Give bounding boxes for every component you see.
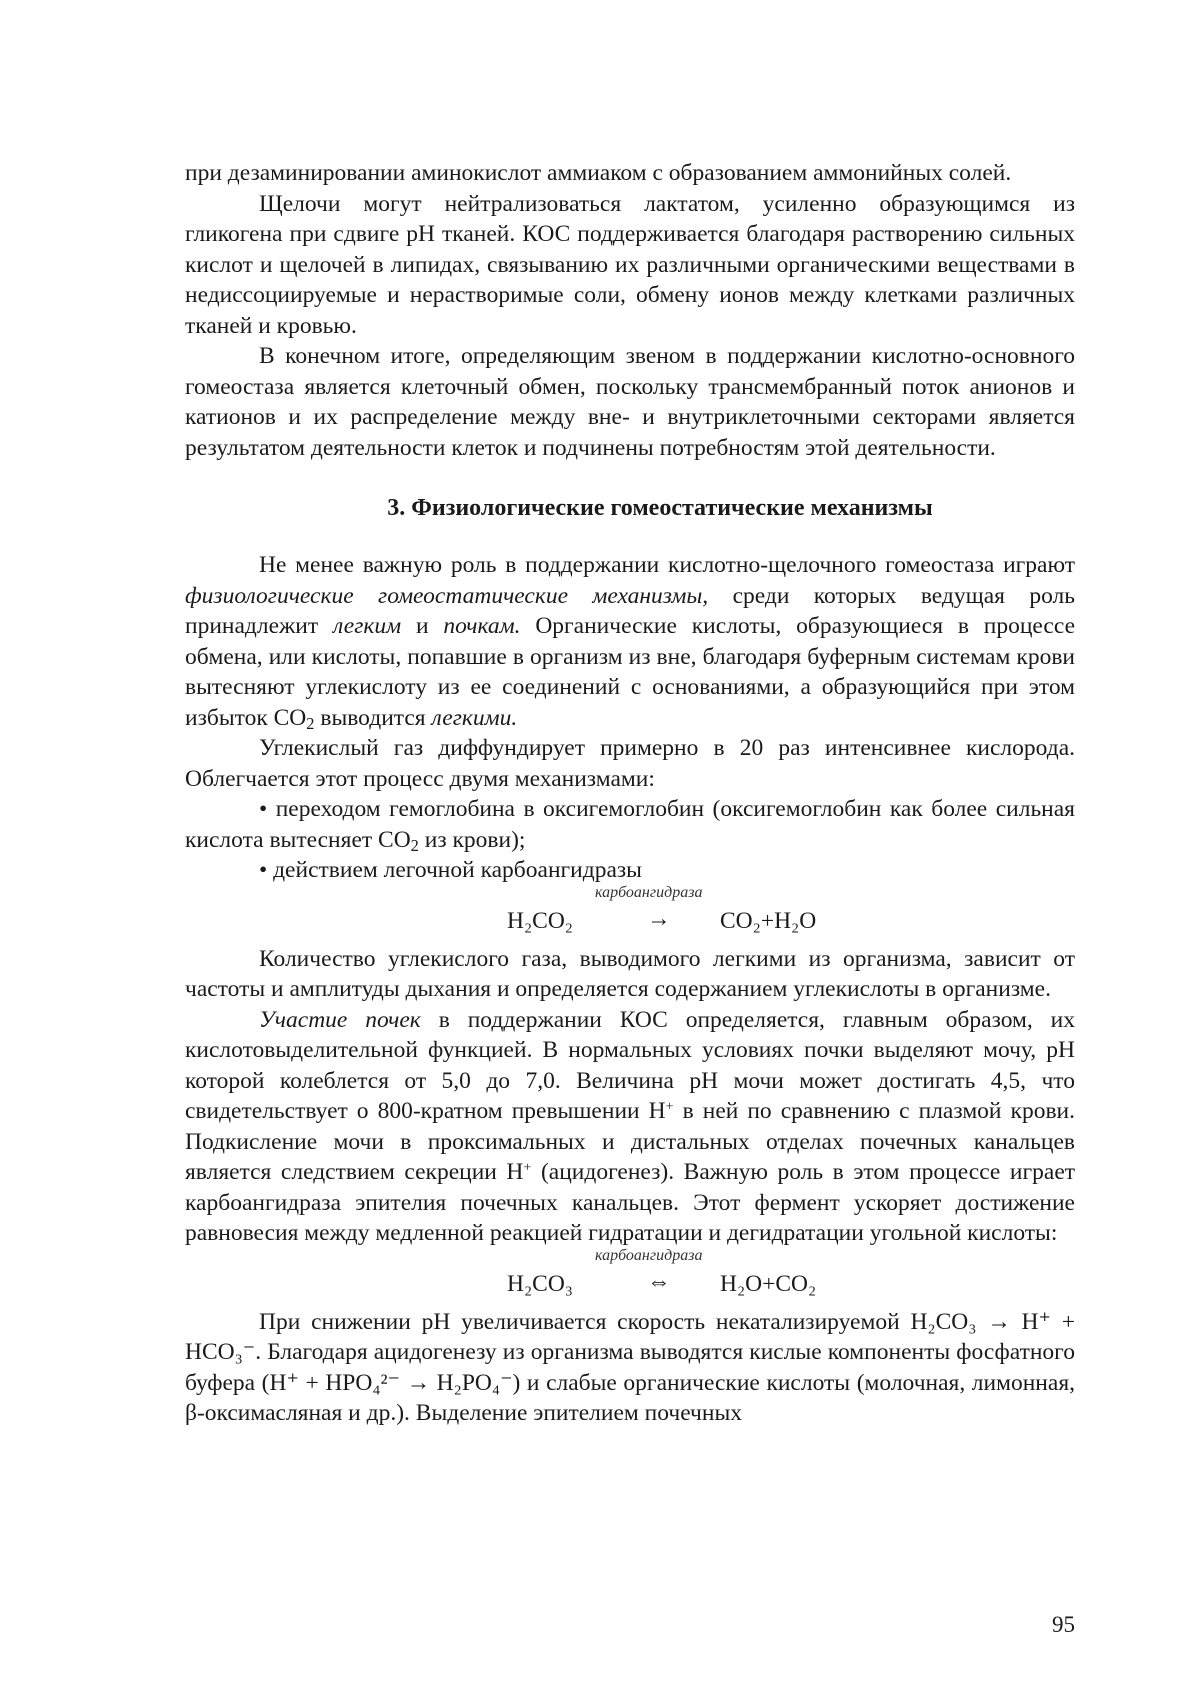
page-body (185, 158, 1075, 1429)
p7-sup-1: + (665, 1098, 674, 1115)
p4-text-c: среди которых ведущая роль принадлежит (185, 582, 1075, 639)
p7-italic-a: Участие почек (259, 1006, 421, 1033)
formula-1-left: H₂CO₂ (507, 907, 574, 934)
formula-1-enzyme-label: карбоангидраза (595, 883, 703, 901)
p4-italic-b: физиологические гомеостатические механизмы, (185, 582, 709, 609)
formula-2-right: H₂O+CO₂ (720, 1270, 817, 1297)
bullet1-text-b: из крови); (424, 826, 526, 853)
p4-text-h: выводится (320, 704, 426, 731)
formula-2 (185, 1246, 1075, 1307)
p7-text-b: в поддержании КОС определяется, главным образом, их кислотовыделительной функцией. В нормальных условиях почки выделяют мочу, pH которой колеблется от 5,0 до 7,0. Величина pH мочи может достигать 4,5, что свидетельствует о 800-кратном превышении H (185, 1006, 1075, 1124)
formula-2-enzyme-label: карбоангидраза (595, 1246, 703, 1264)
paragraph-3: В конечном итоге, определяющим звеном в поддержании кислотно-основного гомеостаза является клеточный обмен, поскольку трансмембранный поток анионов и катионов и их распределение между вне- и внутриклеточными секторами является результатом деятельности клеток и подчинены потребностям этой деятельности. (185, 343, 1075, 461)
p4-italic-f: почкам. (443, 613, 521, 639)
paragraph-4 (185, 550, 1075, 733)
paragraph-7 (185, 1005, 1075, 1249)
p4-text-e: и (415, 613, 429, 639)
bullet-item-1 (185, 794, 1075, 855)
bullet-item-2: • действием легочной карбоангидразы (259, 857, 642, 883)
p7-sup-2: + (523, 1159, 532, 1176)
formula-1-right: CO₂+H₂O (720, 907, 817, 934)
bullet1-text-a: • переходом гемоглобина в оксигемоглобин (оксигемоглобин как более сильная кислота вытесняет CO (185, 796, 1075, 853)
formula-1-arrow: → (647, 905, 671, 932)
paragraph-2: Щелочи могут нейтрализоваться лактатом, усиленно образующимся из гликогена при сдвиге pH тканей. КОС поддерживается благодаря растворению сильных кислот и щелочей в липидах, связыванию их различными органическими веществами в недиссоциируемые и нерастворимые соли, обмену ионов между клетками различных тканей и кровью. (185, 190, 1075, 339)
p4-sub: 2 (306, 713, 315, 733)
paragraph-6: Количество углекислого газа, выводимого легкими из организма, зависит от частоты и амплитуды дыхания и определяется содержанием углекислоты в организме. (185, 945, 1075, 1002)
p4-italic-d: легким (332, 613, 402, 639)
paragraph-8: При снижении pH увеличивается скорость некатализируемой H₂CO₃ → H⁺ + HCO₃⁻. Благодаря ацидогенезу из организма выводятся кислые компоненты фосфатного буфера (H⁺ + HPO₄²⁻ → H₂PO₄⁻) и слабые органические кислоты (молочная, лимонная, β-оксимасляная и др.). Выделение эпителием почечных (185, 1308, 1075, 1426)
paragraph-1: при дезаминировании аминокислот аммиаком с образованием аммонийных солей. (185, 160, 1012, 186)
p7-text-d: (ацидогенез). Важную роль в этом процессе играет карбоангидраза эпителия почечных канальцев. Этот фермент ускоряет достижение равновесия между медленной реакцией гидратации и дегидратации угольной кислоты: (185, 1159, 1076, 1246)
p4-text-g: Органические кислоты, образующиеся в процессе обмена, или кислоты, попавшие в организм из вне, благодаря буферным системам крови вытесняют углекислоту из ее соединений с основаниями, а образующийся при этом избыток CO (185, 613, 1076, 731)
formula-2-arrow: ⇔ (647, 1268, 671, 1295)
section-heading: 3. Физиологические гомеостатические механизмы (387, 495, 933, 521)
p7-text-c: в ней по сравнению с плазмой крови. Подкисление мочи в проксимальных и дистальных отделах почечных канальцев является следствием секреции H (185, 1098, 1076, 1185)
p4-text-a: Не менее важную роль в поддержании кислотно-щелочного гомеостаза играют (259, 552, 1075, 578)
p4-italic-i: легкими. (431, 704, 518, 731)
paragraph-5: Углекислый газ диффундирует примерно в 20 раз интенсивнее кислорода. Облегчается этот процесс двумя механизмами: (185, 735, 1075, 792)
formula-1 (185, 883, 1075, 944)
formula-2-left: H₂CO₃ (507, 1270, 574, 1297)
page-number: 95 (1052, 1612, 1075, 1637)
bullet1-sub: 2 (410, 835, 419, 855)
